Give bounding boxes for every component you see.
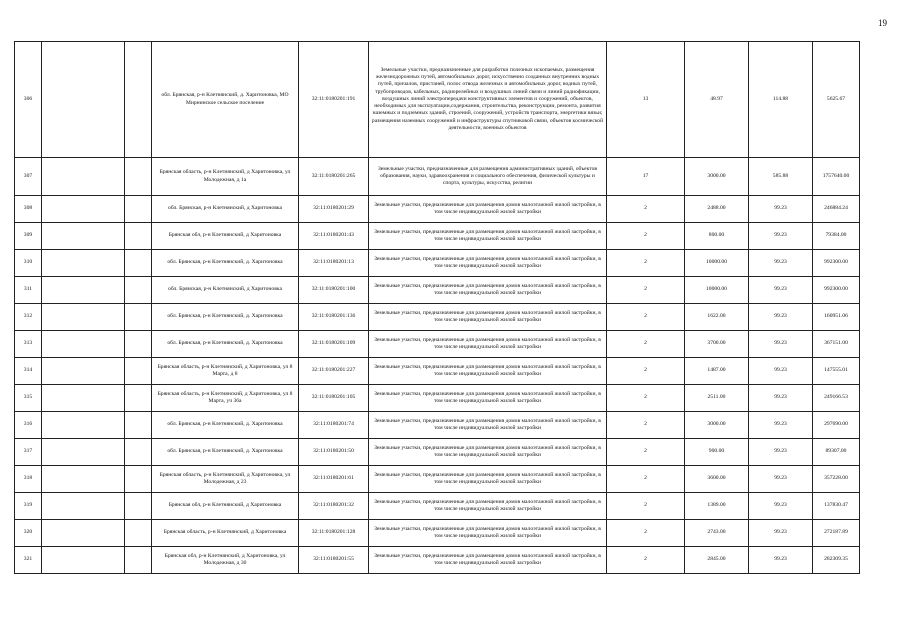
specific-value: 99.23 bbox=[749, 412, 813, 439]
area-value: 3000.00 bbox=[685, 158, 749, 196]
land-use-description: Земельные участки, предназначенные для размещения домов малоэтажной жилой застройки, в том числе индивидуальной жилой застройки bbox=[369, 304, 607, 331]
cadastral-cost: 160951.06 bbox=[813, 304, 860, 331]
cadastral-number: 32:11:0180201:100 bbox=[299, 277, 369, 304]
table-row bbox=[15, 466, 860, 493]
spacer-cell bbox=[125, 331, 152, 358]
cadastral-cost: 272187.89 bbox=[813, 520, 860, 547]
address-cell: обл. Брянская, р-н Клетнянский, д. Харитоновка bbox=[152, 331, 299, 358]
table-row bbox=[15, 223, 860, 250]
area-value: 1389.00 bbox=[685, 493, 749, 520]
row-number: 310 bbox=[15, 250, 42, 277]
specific-value: 585.88 bbox=[749, 158, 813, 196]
cadastral-number: 32:11:0180201:13 bbox=[299, 250, 369, 277]
use-group-code: 2 bbox=[607, 466, 685, 493]
spacer-cell bbox=[42, 331, 125, 358]
table-row bbox=[15, 196, 860, 223]
cadastral-number: 32:11:0180201:191 bbox=[299, 42, 369, 158]
spacer-cell bbox=[125, 358, 152, 385]
table-row bbox=[15, 158, 860, 196]
area-value: 2488.00 bbox=[685, 196, 749, 223]
address-cell: Брянская обл, р-н Клетнянский, д Харитоновка, ул Молодежная, д 30 bbox=[152, 547, 299, 574]
table-row bbox=[15, 493, 860, 520]
cadastral-number: 32:11:0180201:265 bbox=[299, 158, 369, 196]
table-row bbox=[15, 358, 860, 385]
use-group-code: 17 bbox=[607, 158, 685, 196]
spacer-cell bbox=[125, 277, 152, 304]
row-number: 307 bbox=[15, 158, 42, 196]
specific-value: 99.23 bbox=[749, 385, 813, 412]
row-number: 320 bbox=[15, 520, 42, 547]
specific-value: 99.23 bbox=[749, 439, 813, 466]
spacer-cell bbox=[125, 385, 152, 412]
spacer-cell bbox=[125, 42, 152, 158]
row-number: 308 bbox=[15, 196, 42, 223]
area-value: 48.97 bbox=[685, 42, 749, 158]
page-number: 19 bbox=[878, 18, 887, 28]
cadastral-cost: 367151.00 bbox=[813, 331, 860, 358]
area-value: 3700.00 bbox=[685, 331, 749, 358]
spacer-cell bbox=[42, 493, 125, 520]
area-value: 2845.00 bbox=[685, 547, 749, 574]
spacer-cell bbox=[42, 42, 125, 158]
use-group-code: 2 bbox=[607, 493, 685, 520]
land-use-description: Земельные участки, предназначенные для размещения домов малоэтажной жилой застройки, в том числе индивидуальной жилой застройки bbox=[369, 412, 607, 439]
area-value: 900.00 bbox=[685, 439, 749, 466]
use-group-code: 2 bbox=[607, 439, 685, 466]
cadastral-cost: 357228.00 bbox=[813, 466, 860, 493]
specific-value: 99.23 bbox=[749, 520, 813, 547]
table-row bbox=[15, 277, 860, 304]
land-use-description: Земельные участки, предназначенные для размещения домов малоэтажной жилой застройки, в том числе индивидуальной жилой застройки bbox=[369, 223, 607, 250]
address-cell: Брянская область, р-н Клетнянский, д Харитоновка, ул Молодежная, д 23 bbox=[152, 466, 299, 493]
cadastral-number: 32:11:0180201:105 bbox=[299, 385, 369, 412]
spacer-cell bbox=[125, 250, 152, 277]
use-group-code: 2 bbox=[607, 223, 685, 250]
table-row bbox=[15, 547, 860, 574]
area-value: 800.00 bbox=[685, 223, 749, 250]
address-cell: обл. Брянская, р-н Клетнянский, д Харитоновка bbox=[152, 196, 299, 223]
address-cell: Брянская обл, р-н Клетнянский, д Харитоновка bbox=[152, 223, 299, 250]
specific-value: 99.23 bbox=[749, 358, 813, 385]
area-value: 3600.00 bbox=[685, 466, 749, 493]
spacer-cell bbox=[42, 439, 125, 466]
cadastral-cost: 1757640.00 bbox=[813, 158, 860, 196]
row-number: 313 bbox=[15, 331, 42, 358]
cadastral-number: 32:11:0180201:128 bbox=[299, 520, 369, 547]
address-cell: обл. Брянская, р-н Клетнянский, д. Харитоновка bbox=[152, 412, 299, 439]
area-value: 2743.00 bbox=[685, 520, 749, 547]
spacer-cell bbox=[42, 547, 125, 574]
land-use-description: Земельные участки, предназначенные для размещения домов малоэтажной жилой застройки, в том числе индивидуальной жилой застройки bbox=[369, 520, 607, 547]
use-group-code: 2 bbox=[607, 358, 685, 385]
spacer-cell bbox=[125, 223, 152, 250]
spacer-cell bbox=[42, 412, 125, 439]
cadastral-cost: 89307.00 bbox=[813, 439, 860, 466]
address-cell: обл. Брянская, р-н Клетнянский, д. Харитоновка, МО Мирнинское сельское поселение bbox=[152, 42, 299, 158]
address-cell: обл. Брянская, р-н Клетнянский, д. Харитоновка bbox=[152, 304, 299, 331]
land-use-description: Земельные участки, предназначенные для размещения домов малоэтажной жилой застройки, в том числе индивидуальной жилой застройки bbox=[369, 196, 607, 223]
cadastral-number: 32:11:0180201:55 bbox=[299, 547, 369, 574]
specific-value: 99.23 bbox=[749, 493, 813, 520]
address-cell: Брянская область, р-н Клетнянский, д Харитоновка, ул 8 Марта, д 8 bbox=[152, 358, 299, 385]
specific-value: 99.23 bbox=[749, 304, 813, 331]
cadastral-number: 32:11:0180201:61 bbox=[299, 466, 369, 493]
row-number: 318 bbox=[15, 466, 42, 493]
spacer-cell bbox=[42, 196, 125, 223]
spacer-cell bbox=[125, 158, 152, 196]
land-use-description: Земельные участки, предназначенные для размещения домов малоэтажной жилой застройки, в том числе индивидуальной жилой застройки bbox=[369, 331, 607, 358]
cadastral-cost: 282309.35 bbox=[813, 547, 860, 574]
spacer-cell bbox=[42, 466, 125, 493]
cadastral-cost: 147555.01 bbox=[813, 358, 860, 385]
land-use-description: Земельные участки, предназначенные для размещения домов малоэтажной жилой застройки, в том числе индивидуальной жилой застройки bbox=[369, 277, 607, 304]
land-use-description: Земельные участки, предназначенные для размещения домов малоэтажной жилой застройки, в том числе индивидуальной жилой застройки bbox=[369, 250, 607, 277]
address-cell: Брянская область, р-н Клетнянский, д Харитоновка bbox=[152, 520, 299, 547]
spacer-cell bbox=[42, 385, 125, 412]
row-number: 306 bbox=[15, 42, 42, 158]
land-use-description: Земельные участки, предназначенные для размещения домов малоэтажной жилой застройки, в том числе индивидуальной жилой застройки bbox=[369, 385, 607, 412]
cadastral-number: 32:11:0180201:227 bbox=[299, 358, 369, 385]
land-use-description: Земельные участки, предназначенные для размещения домов малоэтажной жилой застройки, в том числе индивидуальной жилой застройки bbox=[369, 547, 607, 574]
specific-value: 99.23 bbox=[749, 466, 813, 493]
spacer-cell bbox=[125, 493, 152, 520]
spacer-cell bbox=[42, 158, 125, 196]
use-group-code: 2 bbox=[607, 331, 685, 358]
spacer-cell bbox=[42, 304, 125, 331]
spacer-cell bbox=[42, 250, 125, 277]
use-group-code: 2 bbox=[607, 385, 685, 412]
row-number: 311 bbox=[15, 277, 42, 304]
table-row bbox=[15, 412, 860, 439]
table-row bbox=[15, 439, 860, 466]
cadastral-cost: 992300.00 bbox=[813, 250, 860, 277]
specific-value: 99.23 bbox=[749, 250, 813, 277]
address-cell: Брянская обл, р-н Клетнянский, д Харитоновка bbox=[152, 493, 299, 520]
spacer-cell bbox=[125, 304, 152, 331]
specific-value: 99.23 bbox=[749, 196, 813, 223]
cadastral-number: 32:11:0180201:29 bbox=[299, 196, 369, 223]
spacer-cell bbox=[42, 223, 125, 250]
land-use-description: Земельные участки, предназначенные для размещения административных зданий, объектов образования, науки, здравоохранения и социального обеспечения, физической культуры и спорта, культуры, искусства, религии bbox=[369, 158, 607, 196]
spacer-cell bbox=[42, 520, 125, 547]
use-group-code: 2 bbox=[607, 304, 685, 331]
row-number: 315 bbox=[15, 385, 42, 412]
table-row bbox=[15, 304, 860, 331]
cadastral-cost: 5625.67 bbox=[813, 42, 860, 158]
cadastral-cost: 246884.24 bbox=[813, 196, 860, 223]
table-row bbox=[15, 520, 860, 547]
address-cell: обл. Брянская, р-н Клетнянский, д Харитоновка bbox=[152, 277, 299, 304]
use-group-code: 13 bbox=[607, 42, 685, 158]
specific-value: 99.23 bbox=[749, 331, 813, 358]
table-row bbox=[15, 331, 860, 358]
use-group-code: 2 bbox=[607, 520, 685, 547]
cadastral-cost: 249166.53 bbox=[813, 385, 860, 412]
cadastral-number: 32:11:0180201:109 bbox=[299, 331, 369, 358]
cadastral-number: 32:11:0180201:74 bbox=[299, 412, 369, 439]
land-use-description: Земельные участки, предназначенные для размещения домов малоэтажной жилой застройки, в том числе индивидуальной жилой застройки bbox=[369, 358, 607, 385]
address-cell: Брянская область, р-н Клетнянский, д Харитоновка, ул Молодежная, д 1а bbox=[152, 158, 299, 196]
row-number: 321 bbox=[15, 547, 42, 574]
area-value: 10000.00 bbox=[685, 250, 749, 277]
cadastral-cost: 79384.00 bbox=[813, 223, 860, 250]
row-number: 319 bbox=[15, 493, 42, 520]
cadastral-cost: 297690.00 bbox=[813, 412, 860, 439]
spacer-cell bbox=[42, 358, 125, 385]
cadastral-number: 32:11:0180201:50 bbox=[299, 439, 369, 466]
area-value: 1487.00 bbox=[685, 358, 749, 385]
land-use-description: Земельные участки, предназначенные для размещения домов малоэтажной жилой застройки, в том числе индивидуальной жилой застройки bbox=[369, 493, 607, 520]
area-value: 1622.00 bbox=[685, 304, 749, 331]
row-number: 317 bbox=[15, 439, 42, 466]
cadastral-number: 32:11:0180201:43 bbox=[299, 223, 369, 250]
use-group-code: 2 bbox=[607, 277, 685, 304]
cadastral-number: 32:11:0180201:136 bbox=[299, 304, 369, 331]
row-number: 314 bbox=[15, 358, 42, 385]
land-use-description: Земельные участки, предназначенные для размещения домов малоэтажной жилой застройки, в том числе индивидуальной жилой застройки bbox=[369, 439, 607, 466]
row-number: 316 bbox=[15, 412, 42, 439]
row-number: 312 bbox=[15, 304, 42, 331]
land-use-description: Земельные участки, предназначенные для размещения домов малоэтажной жилой застройки, в том числе индивидуальной жилой застройки bbox=[369, 466, 607, 493]
use-group-code: 2 bbox=[607, 196, 685, 223]
address-cell: Брянская область, р-н Клетнянский, д Харитоновка, ул 8 Марта, уч 36а bbox=[152, 385, 299, 412]
table-row bbox=[15, 385, 860, 412]
specific-value: 99.23 bbox=[749, 547, 813, 574]
land-plots-table bbox=[14, 41, 860, 574]
table-row bbox=[15, 250, 860, 277]
specific-value: 99.23 bbox=[749, 277, 813, 304]
cadastral-cost: 137830.47 bbox=[813, 493, 860, 520]
specific-value: 114.88 bbox=[749, 42, 813, 158]
area-value: 10000.00 bbox=[685, 277, 749, 304]
spacer-cell bbox=[125, 439, 152, 466]
land-use-description: Земельные участки, предназначенные для разработки полезных ископаемых, размещения железнодорожных путей, автомобильных дорог, искусственно созданных внутренних водных путей, причалов, пристаней, полос отвода железных и автомобильных дорог, водных путей, трубопроводов, кабельных, радиорелейных и воздушных линий связи и линий радиофикации, воздушных линий электропередачи конструктивных элементов и сооружений, объектов, необходимых для эксплуатации,содержания, строительства, реконструкции, ремонта, развития наземных и подземных зданий, строений, сооружений, устройств транспорта, энергетики вязьи; размещения наземных сооружений и инфраструктуры спутниковой связи, объектов космической деятельности, военных объектов bbox=[369, 42, 607, 158]
use-group-code: 2 bbox=[607, 412, 685, 439]
spacer-cell bbox=[125, 520, 152, 547]
spacer-cell bbox=[125, 412, 152, 439]
use-group-code: 2 bbox=[607, 547, 685, 574]
area-value: 3000.00 bbox=[685, 412, 749, 439]
spacer-cell bbox=[125, 466, 152, 493]
address-cell: обл. Брянская, р-н Клетнянский, д. Харитоновка bbox=[152, 439, 299, 466]
cadastral-number: 32:11:0180201:32 bbox=[299, 493, 369, 520]
spacer-cell bbox=[125, 547, 152, 574]
spacer-cell bbox=[42, 277, 125, 304]
specific-value: 99.23 bbox=[749, 223, 813, 250]
spacer-cell bbox=[125, 196, 152, 223]
table-row bbox=[15, 42, 860, 158]
row-number: 309 bbox=[15, 223, 42, 250]
cadastral-cost: 992300.00 bbox=[813, 277, 860, 304]
area-value: 2511.00 bbox=[685, 385, 749, 412]
address-cell: обл. Брянская, р-н Клетнянский, д. Харитоновка bbox=[152, 250, 299, 277]
use-group-code: 2 bbox=[607, 250, 685, 277]
